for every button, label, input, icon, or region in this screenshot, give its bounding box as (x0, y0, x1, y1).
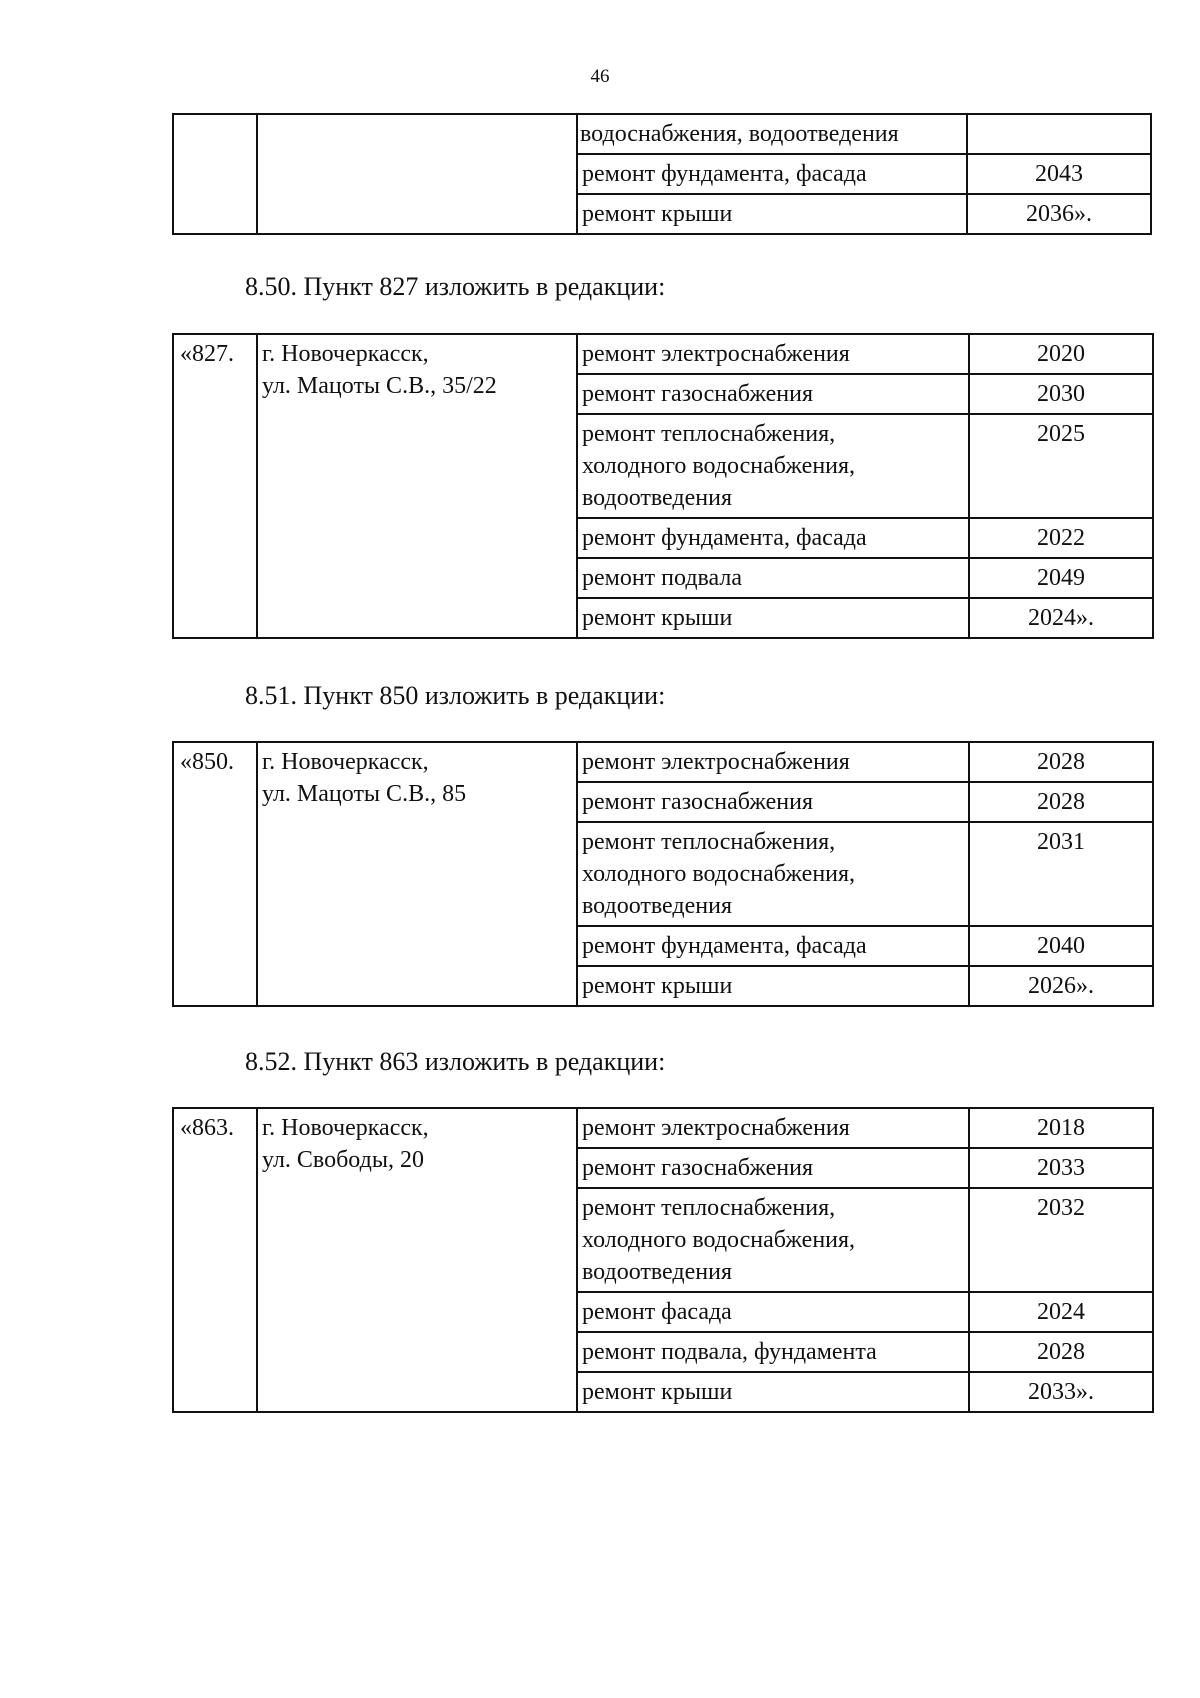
year-cell: 2022 (969, 518, 1153, 558)
year-cell: 2033 (969, 1148, 1153, 1188)
work-cell: ремонт подвала (577, 558, 969, 598)
work-cell: ремонт фундамента, фасада (577, 154, 967, 194)
section-heading: 8.50. Пункт 827 изложить в редакции: (245, 272, 666, 301)
work-line: ремонт теплоснабжения, (582, 1195, 836, 1221)
year-cell: 2043 (967, 154, 1151, 194)
page-number: 46 (590, 66, 610, 87)
year-cell: 2025 (969, 414, 1153, 518)
work-cell: ремонт фасада (577, 1292, 969, 1332)
year-cell: 2024». (969, 598, 1153, 638)
year-cell: 2028 (969, 742, 1153, 782)
work-line: холодного водоснабжения, (582, 861, 856, 887)
year-cell: 2024 (969, 1292, 1153, 1332)
work-cell: ремонт электроснабжения (577, 742, 969, 782)
work-cell: ремонт крыши (577, 598, 969, 638)
address-cell (257, 334, 577, 638)
amendment-table (172, 1107, 1154, 1413)
work-cell: ремонт крыши (577, 194, 967, 234)
work-cell (577, 1188, 969, 1292)
item-number: «850. (173, 742, 257, 1006)
year-cell: 2020 (969, 334, 1153, 374)
year-cell: 2018 (969, 1108, 1153, 1148)
year-cell: 2040 (969, 926, 1153, 966)
amendment-table (172, 333, 1154, 639)
table-row (173, 1108, 1153, 1148)
item-number: «863. (173, 1108, 257, 1412)
work-cell (577, 414, 969, 518)
year-cell: 2030 (969, 374, 1153, 414)
section-heading: 8.52. Пункт 863 изложить в редакции: (245, 1047, 666, 1076)
continuation-table (172, 113, 1152, 235)
year-cell: 2032 (969, 1188, 1153, 1292)
table-row (173, 742, 1153, 782)
work-cell: ремонт крыши (577, 1372, 969, 1412)
address-street: ул. Мацоты С.В., 85 (262, 781, 467, 807)
address-cell (257, 1108, 577, 1412)
work-cell: ремонт подвала, фундамента (577, 1332, 969, 1372)
year-cell: 2031 (969, 822, 1153, 926)
year-cell: 2028 (969, 1332, 1153, 1372)
table-row (173, 334, 1153, 374)
work-cell: ремонт фундамента, фасада (577, 518, 969, 558)
address-city: г. Новочеркасск, (262, 341, 429, 367)
work-cell: водоснабжения, водоотведения (577, 114, 967, 154)
work-cell: ремонт электроснабжения (577, 334, 969, 374)
address-street: ул. Свободы, 20 (262, 1147, 424, 1173)
number-cell (173, 114, 257, 234)
section-heading: 8.51. Пункт 850 изложить в редакции: (245, 681, 666, 710)
address-city: г. Новочеркасск, (262, 749, 429, 775)
work-line: холодного водоснабжения, (582, 1227, 856, 1253)
work-line: ремонт теплоснабжения, (582, 829, 836, 855)
work-line: ремонт теплоснабжения, (582, 421, 836, 447)
work-cell (577, 822, 969, 926)
work-cell: ремонт крыши (577, 966, 969, 1006)
year-cell: 2036». (967, 194, 1151, 234)
amendment-table (172, 741, 1154, 1007)
address-cell (257, 742, 577, 1006)
work-cell: ремонт газоснабжения (577, 374, 969, 414)
work-cell: ремонт электроснабжения (577, 1108, 969, 1148)
work-cell: ремонт газоснабжения (577, 782, 969, 822)
address-city: г. Новочеркасск, (262, 1115, 429, 1141)
address-street: ул. Мацоты С.В., 35/22 (262, 373, 497, 399)
year-cell: 2028 (969, 782, 1153, 822)
item-number: «827. (173, 334, 257, 638)
year-cell: 2049 (969, 558, 1153, 598)
year-cell: 2033». (969, 1372, 1153, 1412)
year-cell (967, 114, 1151, 154)
work-line: холодного водоснабжения, (582, 453, 856, 479)
work-line: водоотведения (582, 485, 732, 511)
table-row (173, 114, 1151, 154)
work-line: водоотведения (582, 1259, 732, 1285)
work-cell: ремонт фундамента, фасада (577, 926, 969, 966)
year-cell: 2026». (969, 966, 1153, 1006)
address-cell (257, 114, 577, 234)
work-cell: ремонт газоснабжения (577, 1148, 969, 1188)
work-line: водоотведения (582, 893, 732, 919)
